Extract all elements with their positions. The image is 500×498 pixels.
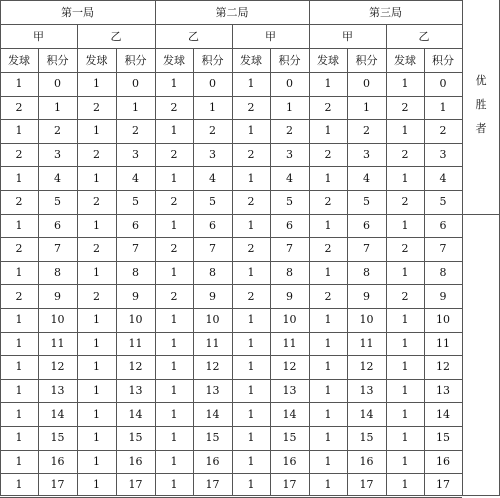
serve-cell: 1 [15,384,23,398]
serve-cell: 2 [401,100,409,114]
player-label: 乙 [418,29,430,43]
score-cell: 4 [209,171,216,185]
score-cell: 1 [363,100,370,114]
serve-cell: 2 [401,289,409,303]
score-cell: 15 [205,431,220,445]
serve-cell: 1 [247,454,255,468]
serve-cell: 1 [324,77,332,91]
score-cell: 13 [359,384,374,398]
serve-cell: 1 [324,313,332,327]
serve-cell: 1 [93,336,100,350]
score-cell: 10 [359,313,374,327]
score-cell: 14 [436,407,450,421]
serve-cell: 1 [247,384,255,398]
score-cell: 5 [363,195,370,209]
score-cell: 10 [128,313,143,327]
score-cell: 6 [439,218,447,232]
score-cell: 17 [50,478,65,492]
game-label: 第一局 [61,5,94,19]
serve-cell: 1 [93,124,100,138]
serve-cell: 1 [170,478,178,492]
score-cell: 6 [286,218,293,232]
score-cell: 17 [436,478,450,492]
score-cell: 2 [209,124,216,138]
score-cell: 9 [363,289,370,303]
score-cell: 2 [439,124,447,138]
score-cell: 0 [132,77,139,91]
serve-cell: 1 [247,360,255,374]
serve-cell: 1 [15,218,23,232]
score-cell: 16 [436,454,450,468]
serve-cell: 2 [324,148,332,162]
score-cell: 8 [132,266,139,280]
serve-cell: 1 [247,407,255,421]
serve-cell: 1 [93,313,100,327]
serve-cell: 1 [324,266,332,280]
score-cell: 17 [282,478,297,492]
score-cell: 10 [50,313,65,327]
serve-cell: 1 [170,454,178,468]
serve-cell: 1 [93,454,100,468]
score-cell: 16 [128,454,143,468]
score-cell: 7 [286,242,293,256]
player-label: 乙 [188,29,199,43]
score-cell: 12 [205,360,220,374]
game-label: 第三局 [369,5,402,19]
score-cell: 2 [286,124,293,138]
serve-cell: 2 [170,148,178,162]
serve-cell: 1 [170,384,178,398]
serve-cell: 1 [247,313,255,327]
serve-cell: 1 [170,431,178,445]
score-cell: 15 [359,431,374,445]
serve-cell: 1 [170,77,178,91]
winner-char: 胜 [475,98,487,111]
score-cell: 4 [286,171,293,185]
score-cell: 13 [205,384,220,398]
serve-cell: 2 [247,148,255,162]
score-cell: 3 [132,148,139,162]
serve-cell: 1 [15,336,23,350]
serve-cell: 2 [15,195,23,209]
serve-cell: 1 [15,171,23,185]
score-cell: 14 [282,407,297,421]
winner-char: 者 [475,122,487,135]
score-cell: 10 [205,313,220,327]
column-label: 积分 [355,53,378,67]
serve-cell: 1 [170,266,178,280]
score-cell: 16 [50,454,65,468]
serve-cell: 2 [247,289,255,303]
serve-cell: 2 [247,100,255,114]
score-cell: 2 [363,124,370,138]
serve-cell: 1 [93,478,100,492]
serve-cell: 2 [170,195,178,209]
serve-cell: 1 [401,336,409,350]
score-cell: 4 [439,171,447,185]
player-label: 甲 [265,29,276,43]
serve-cell: 1 [170,407,178,421]
serve-cell: 2 [324,100,332,114]
score-cell: 11 [128,336,143,350]
serve-cell: 1 [170,124,178,138]
serve-cell: 2 [247,195,255,209]
score-cell: 12 [436,360,450,374]
score-cell: 8 [439,266,447,280]
score-cell: 17 [128,478,143,492]
serve-cell: 2 [15,148,23,162]
serve-cell: 1 [247,218,255,232]
score-cell: 1 [132,100,139,114]
score-cell: 11 [205,336,220,350]
score-cell: 6 [363,218,370,232]
score-cell: 16 [282,454,297,468]
player-label: 甲 [342,29,353,43]
serve-cell: 1 [401,171,409,185]
score-cell: 11 [436,336,450,350]
score-cell: 13 [50,384,65,398]
serve-cell: 1 [324,218,332,232]
serve-cell: 1 [401,478,409,492]
serve-cell: 1 [324,171,332,185]
score-cell: 5 [439,195,447,209]
score-cell: 15 [436,431,450,445]
serve-cell: 2 [324,289,332,303]
score-cell: 9 [286,289,293,303]
score-cell: 3 [54,148,61,162]
score-cell: 15 [50,431,65,445]
serve-cell: 2 [93,289,100,303]
column-label: 发球 [240,53,262,67]
score-cell: 4 [363,171,370,185]
column-label: 发球 [85,53,108,67]
score-cell: 7 [54,242,61,256]
serve-cell: 1 [247,124,255,138]
score-cell: 6 [54,218,61,232]
serve-cell: 2 [15,289,23,303]
serve-cell: 1 [324,478,332,492]
serve-cell: 1 [401,218,409,232]
serve-cell: 1 [324,124,332,138]
score-cell: 0 [286,77,293,91]
score-cell: 16 [359,454,374,468]
score-cell: 10 [282,313,297,327]
serve-cell: 1 [247,431,255,445]
score-cell: 5 [132,195,139,209]
score-cell: 11 [282,336,297,350]
score-cell: 1 [286,100,293,114]
serve-cell: 1 [247,171,255,185]
serve-cell: 1 [170,218,178,232]
serve-cell: 1 [15,360,23,374]
score-cell: 7 [439,242,447,256]
serve-cell: 2 [247,242,255,256]
score-cell: 3 [286,148,293,162]
serve-cell: 2 [170,289,178,303]
serve-cell: 1 [401,313,409,327]
serve-cell: 1 [170,360,178,374]
serve-cell: 2 [401,195,409,209]
score-cell: 14 [205,407,220,421]
score-cell: 9 [132,289,139,303]
score-cell: 1 [439,100,447,114]
serve-cell: 2 [170,100,178,114]
score-cell: 8 [363,266,370,280]
serve-cell: 2 [401,242,409,256]
score-cell: 17 [205,478,220,492]
serve-cell: 1 [401,407,409,421]
column-label: 积分 [432,53,454,67]
serve-cell: 1 [401,124,409,138]
column-label: 积分 [201,53,224,67]
score-cell: 12 [282,360,297,374]
serve-cell: 1 [170,336,178,350]
score-cell: 8 [54,266,61,280]
score-cell: 13 [128,384,143,398]
score-cell: 9 [209,289,216,303]
game-label: 第二局 [215,5,249,19]
serve-cell: 1 [15,478,23,492]
serve-cell: 1 [247,77,255,91]
score-cell: 0 [363,77,370,91]
serve-cell: 2 [93,100,100,114]
serve-cell: 2 [401,148,409,162]
serve-cell: 2 [93,242,100,256]
score-cell: 7 [209,242,216,256]
column-label: 发球 [8,53,30,67]
score-cell: 13 [436,384,450,398]
serve-cell: 1 [15,266,23,280]
score-cell: 4 [132,171,139,185]
score-cell: 11 [50,336,65,350]
score-cell: 3 [439,148,447,162]
score-cell: 17 [359,478,374,492]
score-cell: 16 [205,454,220,468]
serve-cell: 1 [170,313,178,327]
serve-cell: 1 [247,478,255,492]
score-cell: 14 [50,407,65,421]
serve-cell: 1 [324,360,332,374]
serve-cell: 2 [15,100,23,114]
column-label: 积分 [124,53,147,67]
serve-cell: 1 [93,218,100,232]
serve-cell: 1 [15,313,23,327]
column-label: 积分 [278,53,301,67]
score-cell: 1 [54,100,61,114]
serve-cell: 1 [93,384,100,398]
score-cell: 15 [282,431,297,445]
serve-cell: 1 [247,266,255,280]
serve-cell: 1 [15,124,23,138]
serve-cell: 1 [401,77,409,91]
winner-label [462,72,500,136]
score-cell: 14 [359,407,374,421]
score-cell: 14 [128,407,143,421]
column-label: 积分 [46,53,69,67]
score-cell: 9 [439,289,447,303]
serve-cell: 1 [93,407,100,421]
player-label: 乙 [110,29,122,43]
serve-cell: 1 [324,384,332,398]
score-cell: 3 [209,148,216,162]
serve-cell: 2 [93,195,100,209]
score-cell: 3 [363,148,370,162]
serve-cell: 1 [15,407,23,421]
column-label: 发球 [394,53,416,67]
serve-cell: 1 [401,360,409,374]
score-cell: 2 [54,124,61,138]
score-cell: 4 [54,171,61,185]
score-cell: 11 [359,336,374,350]
serve-cell: 1 [324,407,332,421]
column-label: 发球 [163,53,185,67]
score-cell: 13 [282,384,297,398]
score-cell: 9 [54,289,61,303]
serve-cell: 1 [93,431,100,445]
score-cell: 0 [209,77,216,91]
score-cell: 7 [363,242,370,256]
score-cell: 6 [132,218,139,232]
score-cell: 12 [128,360,143,374]
score-cell: 15 [128,431,143,445]
serve-cell: 1 [170,171,178,185]
serve-cell: 1 [93,266,100,280]
column-label: 发球 [317,53,339,67]
score-cell: 5 [286,195,293,209]
serve-cell: 2 [324,242,332,256]
score-cell: 0 [54,77,61,91]
serve-cell: 2 [324,195,332,209]
score-cell: 6 [209,218,216,232]
serve-cell: 1 [401,431,409,445]
score-cell: 1 [209,100,216,114]
score-cell: 10 [436,313,450,327]
serve-cell: 1 [247,336,255,350]
serve-cell: 1 [15,77,23,91]
serve-cell: 1 [15,454,23,468]
serve-cell: 1 [324,454,332,468]
grid-line-vertical [462,0,463,496]
serve-cell: 2 [93,148,100,162]
score-cell: 12 [50,360,65,374]
serve-cell: 1 [324,336,332,350]
serve-cell: 2 [15,242,23,256]
score-cell: 2 [132,124,139,138]
serve-cell: 1 [401,384,409,398]
score-cell: 12 [359,360,374,374]
serve-cell: 1 [401,266,409,280]
player-label: 甲 [33,29,44,43]
serve-cell: 1 [93,77,100,91]
score-cell: 5 [54,195,61,209]
score-cell: 0 [439,77,447,91]
serve-cell: 1 [93,171,100,185]
winner-char: 优 [475,74,487,87]
serve-cell: 2 [170,242,178,256]
score-cell: 7 [132,242,139,256]
score-cell: 8 [209,266,216,280]
serve-cell: 1 [93,360,100,374]
serve-cell: 1 [401,454,409,468]
score-cell: 5 [209,195,216,209]
serve-cell: 1 [15,431,23,445]
score-cell: 8 [286,266,293,280]
serve-cell: 1 [324,431,332,445]
